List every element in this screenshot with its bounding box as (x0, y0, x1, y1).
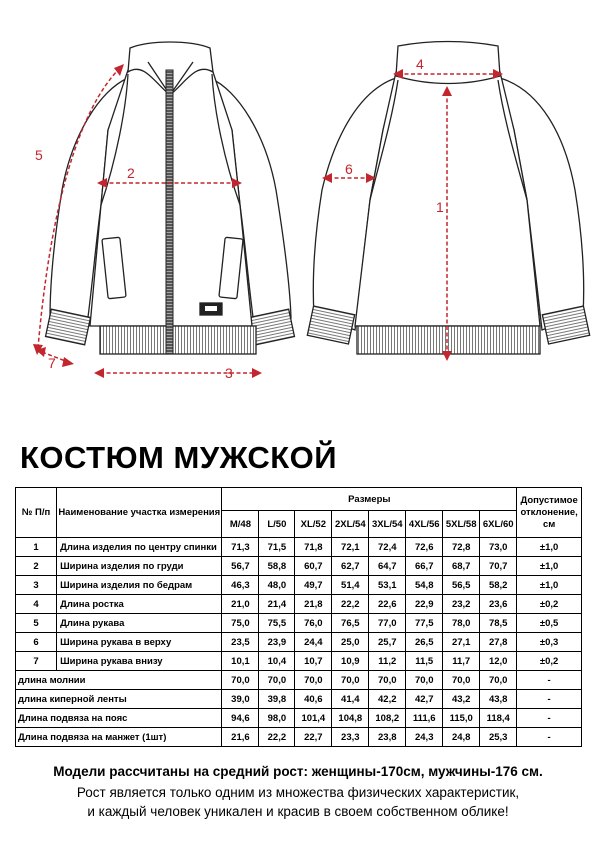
value-cell: 62,7 (332, 557, 369, 576)
value-cell: 104,8 (332, 709, 369, 728)
value-cell: 78,5 (480, 614, 517, 633)
value-cell: 39,0 (222, 690, 259, 709)
value-cell: 25,7 (369, 633, 406, 652)
tolerance-cell: - (517, 671, 582, 690)
value-cell: 70,0 (480, 671, 517, 690)
row-name-cell: Ширина рукава внизу (57, 652, 222, 671)
tolerance-cell: ±1,0 (517, 557, 582, 576)
value-cell: 98,0 (259, 709, 295, 728)
size-header-cell: 2XL/54 (332, 511, 369, 538)
value-cell: 22,6 (369, 595, 406, 614)
measure-label-4: 4 (416, 56, 424, 72)
table-row (16, 709, 582, 728)
value-cell: 27,8 (480, 633, 517, 652)
row-name-cell: Ширина рукава в верху (57, 633, 222, 652)
value-cell: 21,0 (222, 595, 259, 614)
size-header-cell: L/50 (259, 511, 295, 538)
value-cell: 58,2 (480, 576, 517, 595)
value-cell: 23,9 (259, 633, 295, 652)
back-collar (396, 42, 500, 84)
tolerance-cell: ±0,3 (517, 633, 582, 652)
value-cell: 12,0 (480, 652, 517, 671)
value-cell: 72,8 (443, 538, 480, 557)
value-cell: 72,4 (369, 538, 406, 557)
value-cell: 40,6 (295, 690, 332, 709)
table-row (16, 557, 582, 576)
value-cell: 66,7 (406, 557, 443, 576)
header-number: № П/п (16, 488, 57, 538)
tolerance-cell: ±0,5 (517, 614, 582, 633)
row-number-cell: 6 (16, 633, 57, 652)
row-name-cell: Ширина изделия по груди (57, 557, 222, 576)
measure-label-2: 2 (127, 165, 135, 181)
size-header-cell: 5XL/58 (443, 511, 480, 538)
value-cell: 21,4 (259, 595, 295, 614)
value-cell: 48,0 (259, 576, 295, 595)
front-view (46, 42, 295, 354)
value-cell: 76,0 (295, 614, 332, 633)
row-number-cell: 7 (16, 652, 57, 671)
value-cell: 46,3 (222, 576, 259, 595)
value-cell: 71,3 (222, 538, 259, 557)
value-cell: 22,2 (259, 728, 295, 747)
table-row (16, 633, 582, 652)
measure-label-6: 6 (345, 161, 353, 177)
value-cell: 71,5 (259, 538, 295, 557)
value-cell: 78,0 (443, 614, 480, 633)
value-cell: 76,5 (332, 614, 369, 633)
tolerance-cell: ±0,2 (517, 595, 582, 614)
measure-label-7: 7 (48, 355, 56, 371)
value-cell: 10,4 (259, 652, 295, 671)
row-number-cell: 1 (16, 538, 57, 557)
table-row (16, 538, 582, 557)
size-header-cell: 4XL/56 (406, 511, 443, 538)
value-cell: 25,0 (332, 633, 369, 652)
row-name-cell: Длина ростка (57, 595, 222, 614)
table-row (16, 576, 582, 595)
header-sizes: Размеры (222, 488, 517, 511)
value-cell: 73,0 (480, 538, 517, 557)
value-cell: 60,7 (295, 557, 332, 576)
value-cell: 27,1 (443, 633, 480, 652)
tolerance-cell: ±0,2 (517, 652, 582, 671)
value-cell: 53,1 (369, 576, 406, 595)
tolerance-cell: ±1,0 (517, 576, 582, 595)
value-cell: 10,7 (295, 652, 332, 671)
value-cell: 11,7 (443, 652, 480, 671)
value-cell: 10,1 (222, 652, 259, 671)
size-header-cell: 3XL/54 (369, 511, 406, 538)
size-table (15, 487, 582, 747)
value-cell: 39,8 (259, 690, 295, 709)
measure-label-1: 1 (436, 199, 444, 215)
value-cell: 22,2 (332, 595, 369, 614)
page-title: КОСТЮМ МУЖСКОЙ (20, 440, 338, 475)
row-name-cell: длина киперной ленты (16, 690, 222, 709)
tolerance-cell: - (517, 690, 582, 709)
height-disclaimer-line-2: и каждый человек уникален и красив в своем собственном облике! (87, 804, 509, 819)
value-cell: 101,4 (295, 709, 332, 728)
row-name-cell: Длина подвяза на манжет (1шт) (16, 728, 222, 747)
value-cell: 23,3 (332, 728, 369, 747)
table-row (16, 595, 582, 614)
value-cell: 70,0 (332, 671, 369, 690)
value-cell: 56,5 (443, 576, 480, 595)
value-cell: 56,7 (222, 557, 259, 576)
value-cell: 118,4 (480, 709, 517, 728)
value-cell: 75,5 (259, 614, 295, 633)
value-cell: 42,2 (369, 690, 406, 709)
value-cell: 70,0 (295, 671, 332, 690)
value-cell: 21,6 (222, 728, 259, 747)
value-cell: 68,7 (443, 557, 480, 576)
value-cell: 22,7 (295, 728, 332, 747)
tolerance-cell: - (517, 709, 582, 728)
value-cell: 11,2 (369, 652, 406, 671)
row-number-cell: 4 (16, 595, 57, 614)
back-view (307, 42, 589, 355)
value-cell: 111,6 (406, 709, 443, 728)
value-cell: 23,8 (369, 728, 406, 747)
value-cell: 72,1 (332, 538, 369, 557)
row-name-cell: длина молнии (16, 671, 222, 690)
value-cell: 23,5 (222, 633, 259, 652)
row-name-cell: Длина изделия по центру спинки (57, 538, 222, 557)
value-cell: 71,8 (295, 538, 332, 557)
height-disclaimer-line-1: Рост является только одним из множества физических характеристик, (76, 785, 520, 800)
value-cell: 23,6 (480, 595, 517, 614)
value-cell: 49,7 (295, 576, 332, 595)
value-cell: 24,4 (295, 633, 332, 652)
value-cell: 26,5 (406, 633, 443, 652)
value-cell: 70,0 (406, 671, 443, 690)
value-cell: 54,8 (406, 576, 443, 595)
row-name-cell: Длина подвяза на пояс (16, 709, 222, 728)
value-cell: 75,0 (222, 614, 259, 633)
value-cell: 51,4 (332, 576, 369, 595)
table-row (16, 652, 582, 671)
value-cell: 70,0 (443, 671, 480, 690)
value-cell: 108,2 (369, 709, 406, 728)
value-cell: 70,7 (480, 557, 517, 576)
value-cell: 24,8 (443, 728, 480, 747)
value-cell: 22,9 (406, 595, 443, 614)
measure-label-3: 3 (225, 365, 233, 381)
front-zipper (166, 70, 173, 354)
value-cell: 64,7 (369, 557, 406, 576)
header-measurement-name: Наименование участка измерения (57, 488, 222, 538)
table-row (16, 728, 582, 747)
measure-label-5: 5 (35, 147, 43, 163)
row-name-cell: Ширина изделия по бедрам (57, 576, 222, 595)
value-cell: 43,2 (443, 690, 480, 709)
value-cell: 70,0 (369, 671, 406, 690)
table-row (16, 614, 582, 633)
model-height-note: Модели рассчитаны на средний рост: женщины-170см, мужчины-176 см. (53, 764, 543, 779)
value-cell: 77,0 (369, 614, 406, 633)
row-number-cell: 5 (16, 614, 57, 633)
value-cell: 21,8 (295, 595, 332, 614)
size-header-cell: M/48 (222, 511, 259, 538)
row-name-cell: Длина рукава (57, 614, 222, 633)
value-cell: 41,4 (332, 690, 369, 709)
size-header-cell: XL/52 (295, 511, 332, 538)
value-cell: 94,6 (222, 709, 259, 728)
value-cell: 72,6 (406, 538, 443, 557)
value-cell: 70,0 (222, 671, 259, 690)
value-cell: 10,9 (332, 652, 369, 671)
row-number-cell: 3 (16, 576, 57, 595)
jacket-technical-drawings (0, 0, 596, 410)
value-cell: 11,5 (406, 652, 443, 671)
value-cell: 25,3 (480, 728, 517, 747)
value-cell: 77,5 (406, 614, 443, 633)
value-cell: 24,3 (406, 728, 443, 747)
tolerance-cell: - (517, 728, 582, 747)
row-number-cell: 2 (16, 557, 57, 576)
size-header-cell: 6XL/60 (480, 511, 517, 538)
header-tolerance: Допустимое отклонение, см (517, 488, 582, 538)
tolerance-cell: ±1,0 (517, 538, 582, 557)
value-cell: 115,0 (443, 709, 480, 728)
value-cell: 42,7 (406, 690, 443, 709)
value-cell: 43,8 (480, 690, 517, 709)
value-cell: 70,0 (259, 671, 295, 690)
value-cell: 58,8 (259, 557, 295, 576)
size-table-body (16, 538, 582, 747)
back-waistband (357, 326, 540, 354)
value-cell: 23,2 (443, 595, 480, 614)
table-row (16, 671, 582, 690)
front-waistband (100, 326, 256, 354)
table-row (16, 690, 582, 709)
